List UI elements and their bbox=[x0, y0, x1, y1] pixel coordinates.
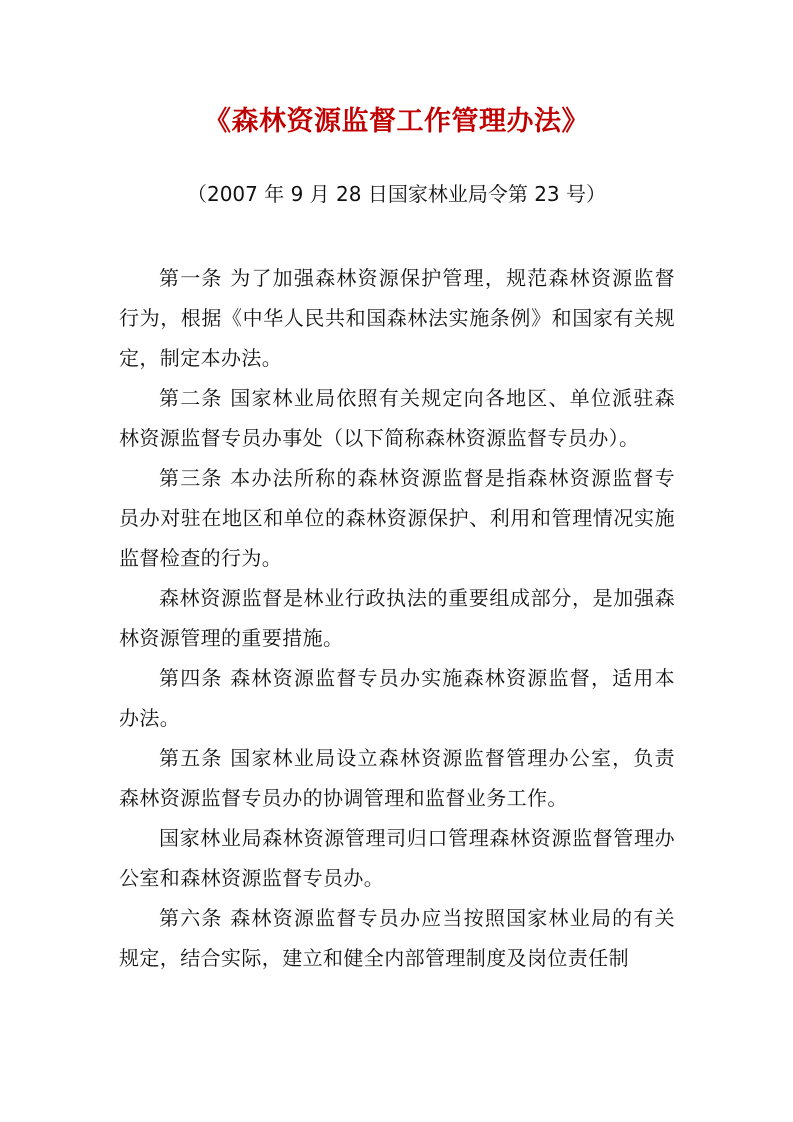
paragraph-article-3-supplement: 森林资源监督是林业行政执法的重要组成部分，是加强森林资源管理的重要措施。 bbox=[119, 586, 675, 650]
paragraph-article-4: 第四条 森林资源监督专员办实施森林资源监督，适用本办法。 bbox=[119, 666, 675, 730]
document-title: 《森林资源监督工作管理办法》 bbox=[204, 106, 589, 137]
document-body bbox=[119, 258, 675, 978]
paragraph-article-1: 第一条 为了加强森林资源保护管理，规范森林资源监督行为，根据《中华人民共和国森林法实施条例》和国家有关规定，制定本办法。 bbox=[119, 266, 675, 370]
document-subtitle: （2007 年 9 月 28 日国家林业局令第 23 号） bbox=[186, 182, 607, 206]
paragraph-article-5-supplement: 国家林业局森林资源管理司归口管理森林资源监督管理办公室和森林资源监督专员办。 bbox=[119, 826, 675, 890]
paragraph-article-6: 第六条 森林资源监督专员办应当按照国家林业局的有关规定，结合实际，建立和健全内部管理制度及岗位责任制 bbox=[119, 906, 675, 970]
paragraph-article-3: 第三条 本办法所称的森林资源监督是指森林资源监督专员办对驻在地区和单位的森林资源保护、利用和管理情况实施监督检查的行为。 bbox=[119, 466, 675, 570]
paragraph-article-2: 第二条 国家林业局依照有关规定向各地区、单位派驻森林资源监督专员办事处（以下简称森林资源监督专员办）。 bbox=[119, 386, 675, 450]
paragraph-article-5: 第五条 国家林业局设立森林资源监督管理办公室，负责森林资源监督专员办的协调管理和监督业务工作。 bbox=[119, 746, 675, 810]
